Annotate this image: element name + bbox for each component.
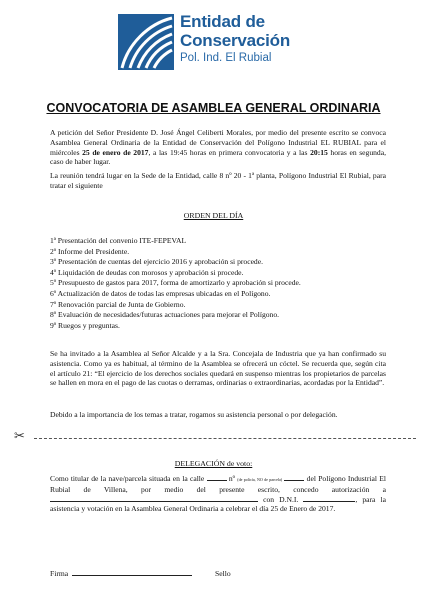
- scissors-icon: ✂: [14, 429, 25, 444]
- delegation-text-b: nº: [226, 474, 238, 483]
- intro-paragraph: [50, 128, 386, 167]
- agenda-list: [50, 236, 390, 331]
- intro-text-b: , a las 19:45 horas en primera convocatoria y a las: [148, 147, 311, 157]
- delegation-text-c: del Polígono Industrial El Rubial de Villena, por medio del presente escrito, concedo autorización a: [50, 474, 386, 494]
- agenda-item: 5º Presupuesto de gastos para 2017, forma de amortizarlo y aprobación si procede.: [50, 278, 301, 288]
- intro-text-c: horas en segunda, caso de haber lugar.: [50, 147, 387, 167]
- agenda-item: 9º Ruegos y preguntas.: [50, 320, 120, 330]
- delegation-text-a: Como titular de la nave/parcela situada en la calle: [50, 474, 207, 483]
- number-note: (de policía, NO de parcela): [237, 477, 283, 482]
- logo-text: [180, 12, 290, 66]
- logo: [118, 12, 318, 74]
- agenda-item: 1ª Presentación del convenio ITE-FEPEVAL: [50, 236, 187, 245]
- agenda-item: 8º Evaluación de necesidades/futuras actuaciones para mejorar el Polígono.: [50, 310, 280, 320]
- agenda-item: 4º Liquidación de deudas con morosos y aprobación si procede.: [50, 267, 244, 277]
- number-field[interactable]: [284, 474, 304, 481]
- agenda-item: 2º Informe del Presidente.: [50, 246, 130, 256]
- delegation-paragraph: [50, 474, 386, 514]
- street-field[interactable]: [207, 474, 227, 481]
- closing-paragraph: Debido a la importancia de los temas a tratar, rogamos su asistencia personal o por delegación.: [50, 410, 338, 419]
- dashed-line: [34, 438, 416, 439]
- agenda-item: 7º Renovación parcial de Junta de Gobierno.: [50, 299, 186, 309]
- page-title: CONVOCATORIA DE ASAMBLEA GENERAL ORDINARIA: [46, 101, 381, 115]
- intro-text-a: A petición del Señor Presidente D. José Ángel Celiberti Morales, por medio del presente escrito se convoca Asamblea General Ordinaria de la Entidad de Conservación del Polígono Industrial EL RUBIAL para el miércoles: [50, 128, 386, 157]
- signature-area: [50, 569, 192, 578]
- cut-line-divider: [14, 429, 416, 446]
- agenda-title: ORDEN DEL DÍA: [183, 211, 244, 220]
- second-call-time: 20:15: [310, 147, 328, 157]
- delegate-name-field[interactable]: [50, 495, 258, 502]
- dni-field[interactable]: [303, 495, 355, 502]
- agenda-item: 3º Presentación de cuentas del ejercicio 2016 y aprobación si procede.: [50, 257, 263, 267]
- logo-stripes-icon: [118, 14, 174, 70]
- venue-paragraph: La reunión tendrá lugar en la Sede de la Entidad, calle 8 nº 20 - 1ª planta, Polígono Industrial El Rubial, para tratar el siguiente: [50, 171, 386, 190]
- agenda-item: 6º Actualización de datos de todas las empresas ubicadas en el Polígono.: [50, 288, 271, 298]
- delegation-text-e: , para la asistencia y votación en la Asamblea General Ordinaria a celebrar el día 25 de Enero de 2017.: [50, 494, 386, 514]
- signature-field[interactable]: [72, 575, 192, 576]
- logo-line-3: Pol. Ind. El Rubial: [180, 52, 272, 64]
- stamp-label: Sello: [215, 569, 231, 578]
- meeting-date: 25 de enero de 2017: [82, 147, 149, 157]
- logo-line-1: Entidad de: [180, 12, 265, 31]
- logo-line-2: Conservación: [180, 31, 291, 50]
- delegation-title: DELEGACIÓN de voto:: [174, 459, 253, 468]
- delegation-text-d: con D.N.I.: [258, 494, 304, 504]
- signature-label: Firma: [50, 569, 69, 578]
- invitation-paragraph: Se ha invitado a la Asamblea al Señor Alcalde y a la Sra. Concejala de Industria que ya han confirmado su asistencia. Como ya es habitual, al término de la Asamblea se ofrecerá un cóctel. Se recuerda que, según cita el artículo 21: “El ejercicio de los derechos sociales quedará en suspenso mientras los propietarios de parcelas se hallen en mora en el pago de las cuotas o derramas, ordinarias o extraordinarias, acordadas por la Entidad”.: [50, 349, 386, 388]
